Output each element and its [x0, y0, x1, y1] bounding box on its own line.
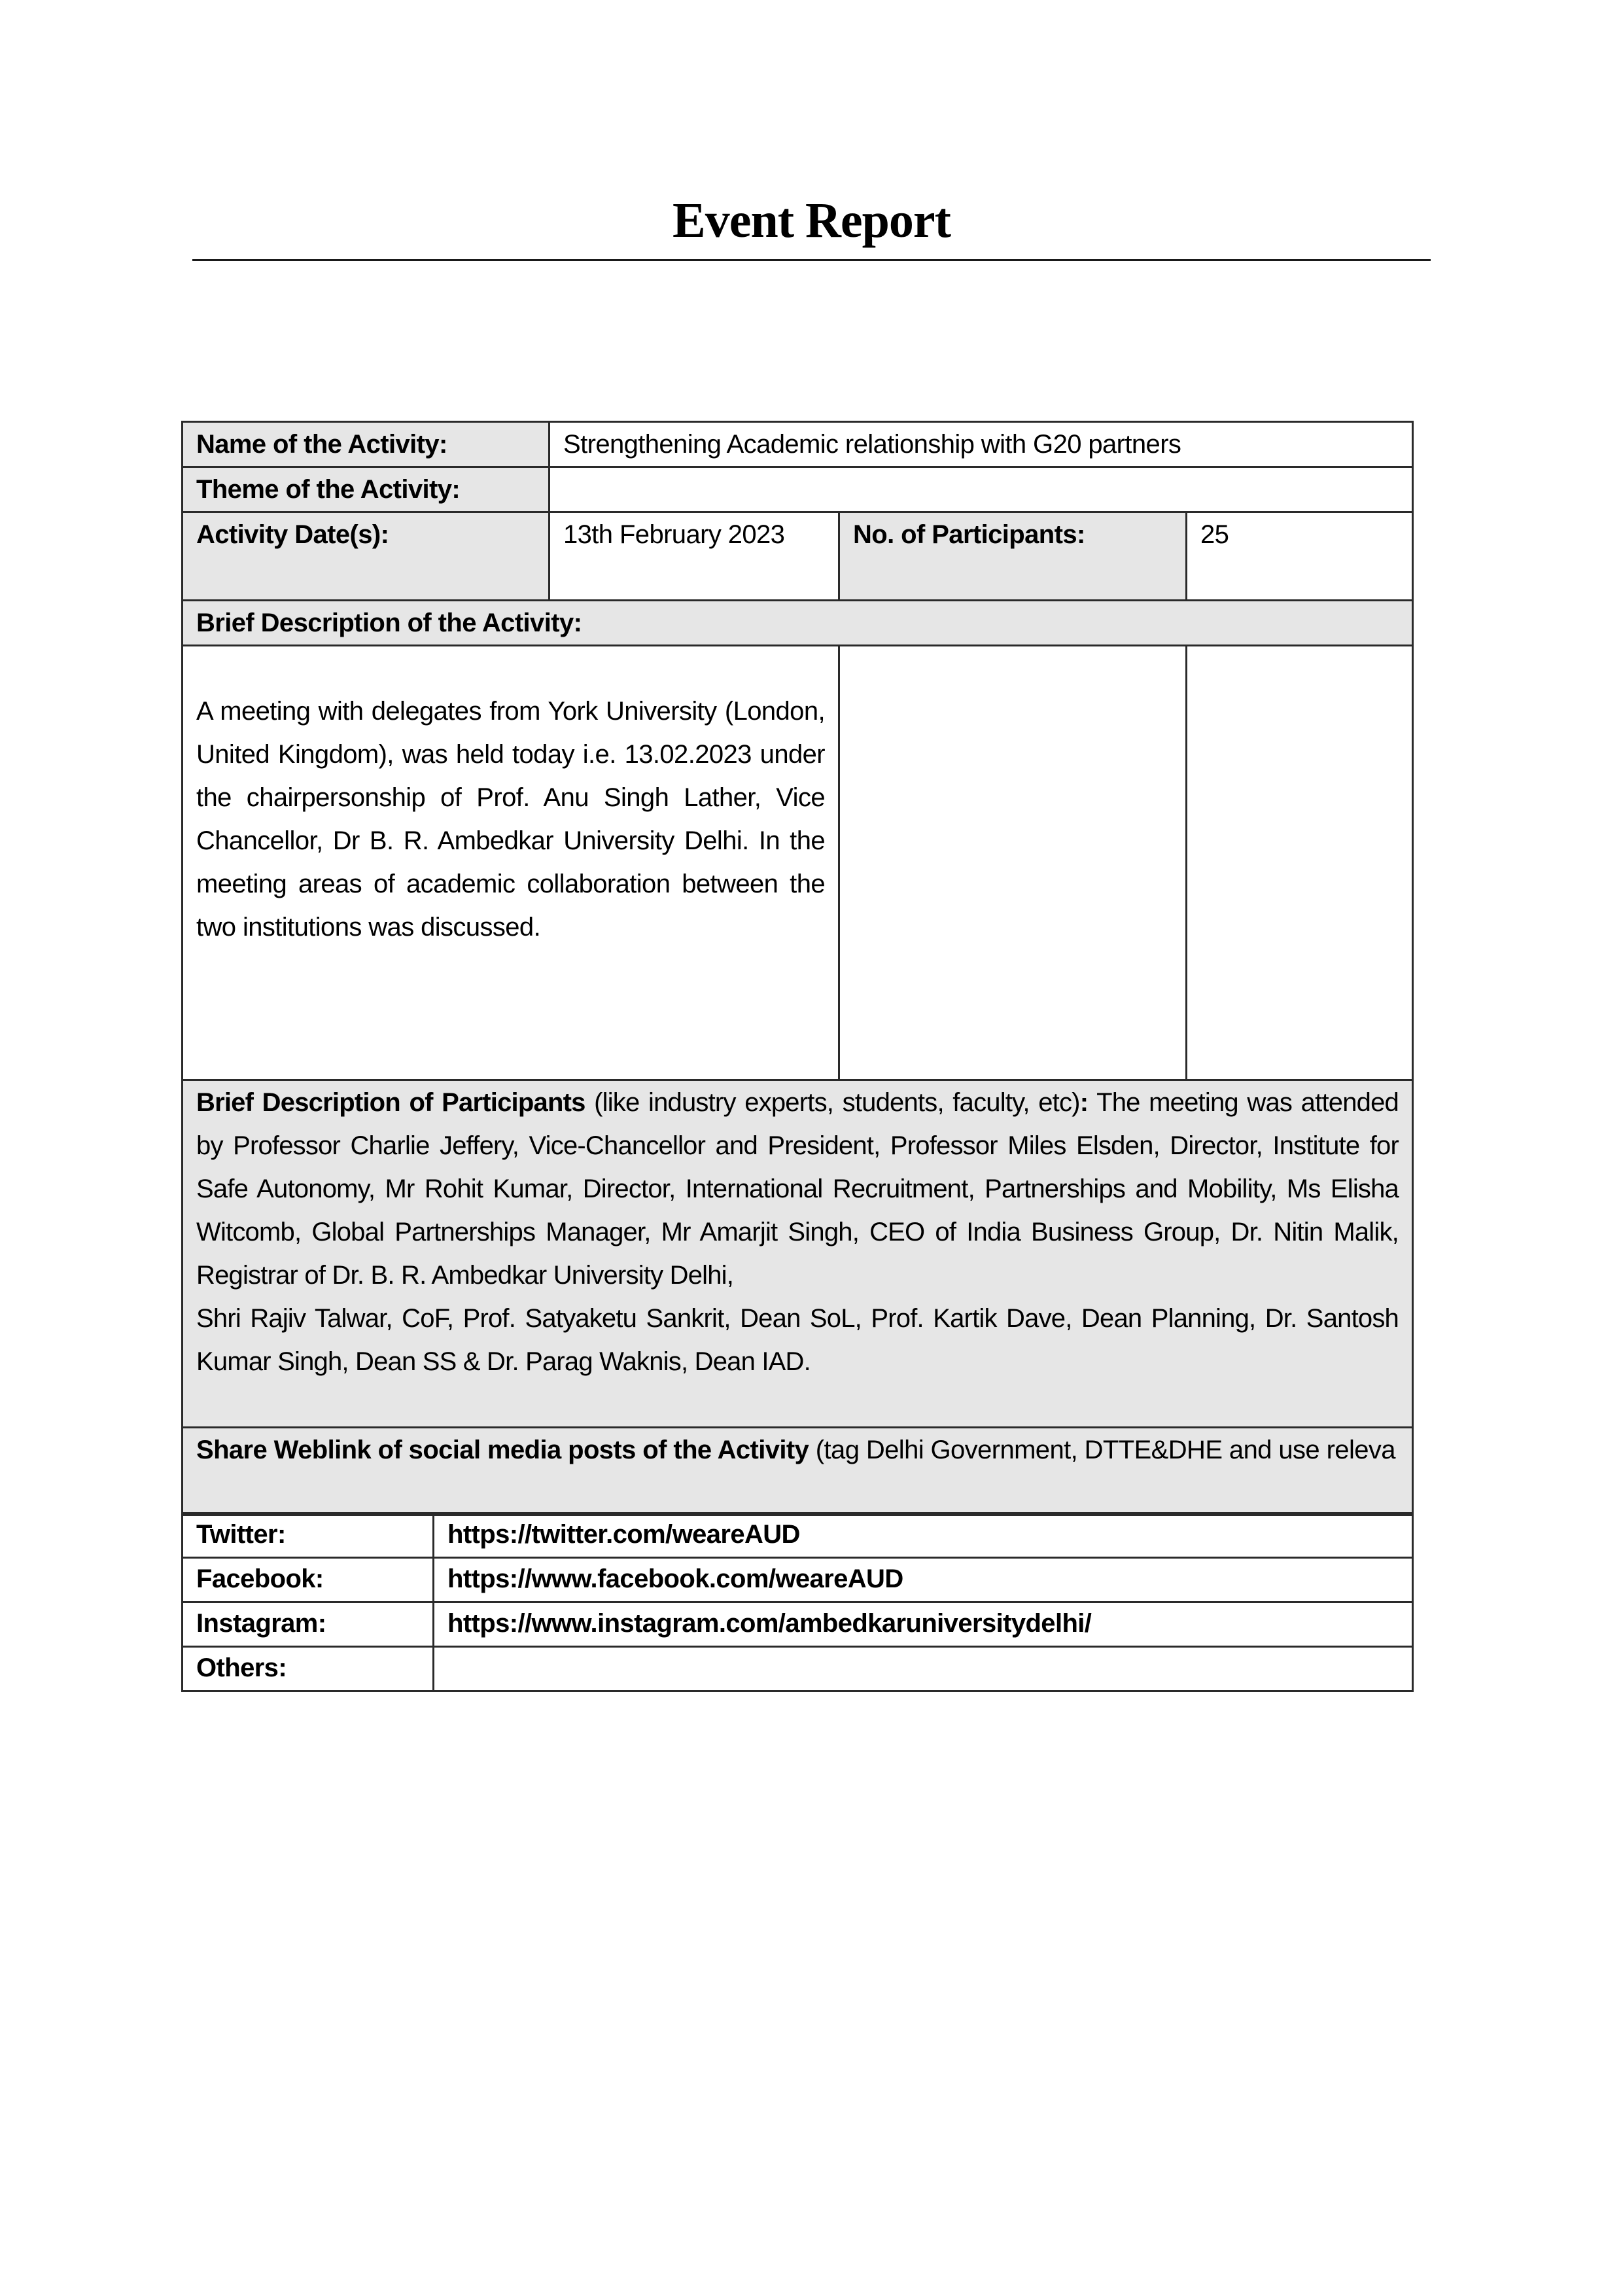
- description-empty-cell-1: [839, 646, 1187, 1080]
- row-activity-name: [183, 422, 1413, 467]
- title-underline: [192, 259, 1431, 261]
- twitter-link[interactable]: https://twitter.com/weareAUD: [447, 1520, 800, 1549]
- participants-count-value: 25: [1187, 512, 1413, 601]
- row-participants: [183, 1080, 1413, 1428]
- page-title: Event Report: [672, 193, 951, 248]
- participants-label: Brief Description of Participants: [196, 1088, 585, 1117]
- activity-theme-label: Theme of the Activity:: [183, 467, 550, 512]
- participants-text-2: Shri Rajiv Talwar, CoF, Prof. Satyaketu Sankrit, Dean SoL, Prof. Kartik Dave, Dean Planning, Dr. Santosh Kumar Singh, Dean SS & Dr. Parag Waknis, Dean IAD.: [196, 1304, 1399, 1376]
- others-label: Others:: [183, 1647, 434, 1691]
- participants-count-label: No. of Participants:: [839, 512, 1187, 601]
- description-text: A meeting with delegates from York University (London, United Kingdom), was held today i.e. 13.02.2023 under the chairpersonship of Prof. Anu Singh Lather, Vice Chancellor, Dr B. R. Ambedkar University Delhi. In the meeting areas of academic collaboration between the two institutions was discussed.: [196, 697, 825, 942]
- description-empty-cell-2: [1187, 646, 1413, 1080]
- description-cell: [183, 646, 839, 1080]
- facebook-label: Facebook:: [183, 1558, 434, 1602]
- social-row-facebook: [183, 1558, 1413, 1602]
- activity-date-label: Activity Date(s):: [183, 512, 550, 601]
- participants-cell: [183, 1080, 1413, 1428]
- social-links-table: [181, 1512, 1414, 1692]
- twitter-label: Twitter:: [183, 1513, 434, 1558]
- participants-text-1: The meeting was attended by Professor Charlie Jeffery, Vice-Chancellor and President, Professor Miles Elsden, Director, Institute for Safe Autonomy, Mr Rohit Kumar, Director, International Recruitment, Partnerships and Mobility, Ms Elisha Witcomb, Global Partnerships Manager, Mr Amarjit Singh, CEO of India Business Group, Dr. Nitin Malik, Registrar of Dr. B. R. Ambedkar University Delhi,: [196, 1088, 1399, 1290]
- row-description-header: [183, 601, 1413, 646]
- row-description-body: [183, 646, 1413, 1080]
- activity-theme-value: [550, 467, 1413, 512]
- row-share-header: [183, 1428, 1413, 1515]
- row-activity-theme: [183, 467, 1413, 512]
- activity-name-label: Name of the Activity:: [183, 422, 550, 467]
- instagram-link[interactable]: https://www.instagram.com/ambedkaruniversitydelhi/: [447, 1609, 1092, 1638]
- activity-date-value: 13th February 2023: [550, 512, 839, 601]
- event-report-table: [181, 421, 1414, 1516]
- share-cell: [183, 1428, 1413, 1515]
- description-label: Brief Description of the Activity:: [183, 601, 1413, 646]
- row-activity-date: [183, 512, 1413, 601]
- activity-name-value: Strengthening Academic relationship with G20 partners: [550, 422, 1413, 467]
- social-row-instagram: [183, 1602, 1413, 1647]
- facebook-link[interactable]: https://www.facebook.com/weareAUD: [447, 1564, 903, 1593]
- instagram-label: Instagram:: [183, 1602, 434, 1647]
- share-label-hint: (tag Delhi Government, DTTE&DHE and use releva: [809, 1436, 1395, 1464]
- others-value: [434, 1647, 1413, 1691]
- share-label: Share Weblink of social media posts of the Activity: [196, 1436, 809, 1464]
- social-row-others: [183, 1647, 1413, 1691]
- participants-label-colon: :: [1079, 1088, 1089, 1117]
- participants-label-hint: (like industry experts, students, faculty, etc): [585, 1088, 1080, 1117]
- social-row-twitter: [183, 1513, 1413, 1558]
